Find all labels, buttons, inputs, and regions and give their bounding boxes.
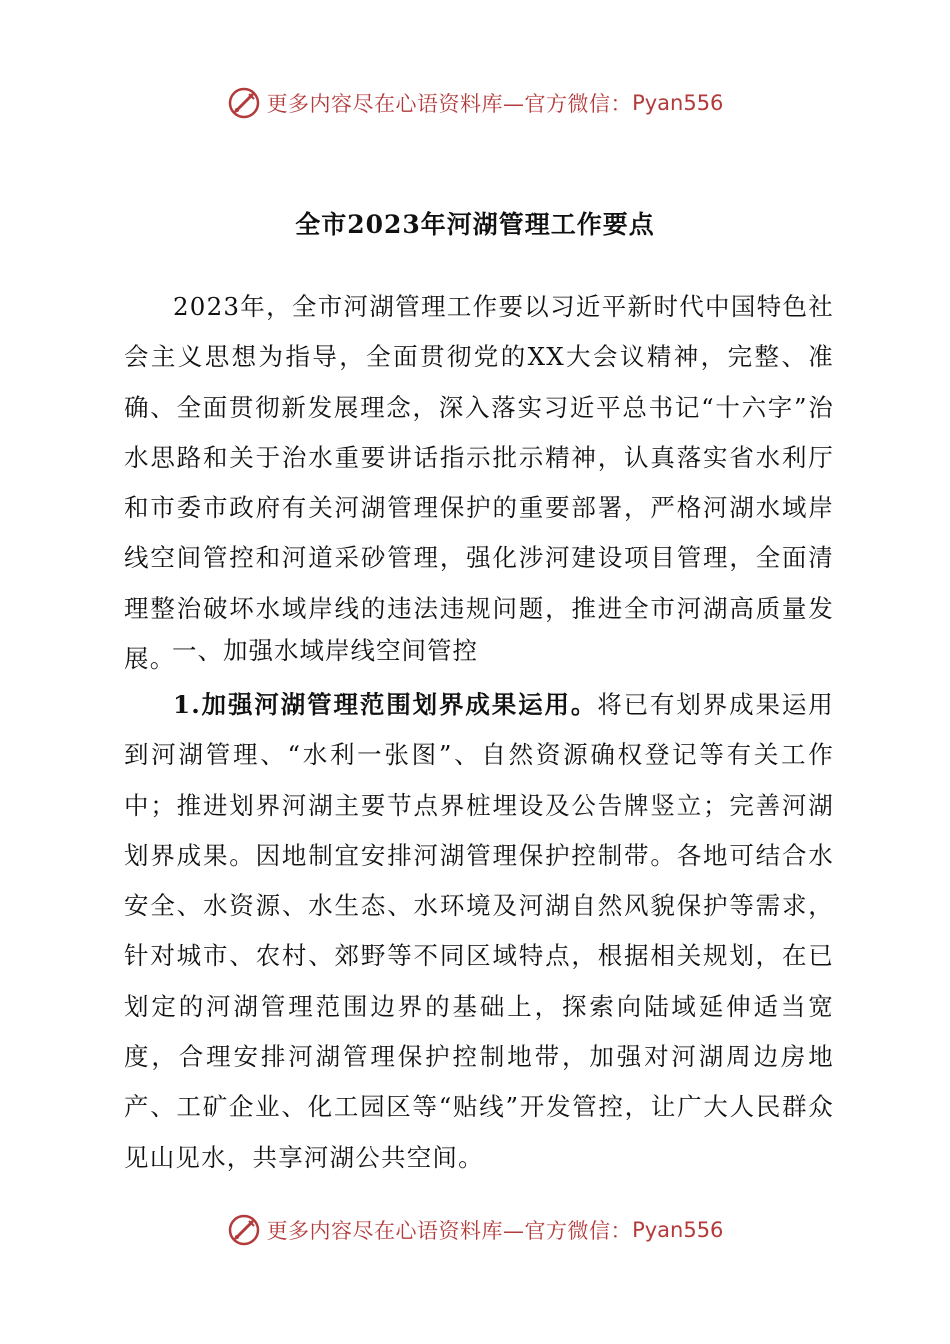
watermark-bottom xyxy=(0,1205,950,1255)
pen-logo-icon xyxy=(227,1213,261,1247)
watermark-text: 更多内容尽在心语资料库—官方微信： xyxy=(266,92,633,116)
item-paragraph xyxy=(124,680,834,1183)
section-heading: 一、加强水域岸线空间管控 xyxy=(172,636,478,665)
watermark-wechat-id: Pyan556 xyxy=(632,1218,724,1242)
item-body: 将已有划界成果运用到河湖管理、“水利一张图”、自然资源确权登记等有关工作中；推进划界河湖主要节点界桩埋设及公告牌竖立；完善河湖划界成果。因地制宜安排河湖管理保护控制带。各地可结合水安全、水资源、水生态、水环境及河湖自然风貌保护等需求，针对城市、农村、郊野等不同区域特点，根据相关规划，在已划定的河湖管理范围边界的基础上，探索向陆域延伸适当宽度，合理安排河湖管理保护控制地带，加强对河湖周边房地产、工矿企业、化工园区等“贴线”开发管控，让广大人民群众见山见水，共享河湖公共空间。 xyxy=(124,690,834,1172)
item-lead: 1.加强河湖管理范围划界成果运用。 xyxy=(173,690,598,719)
intro-paragraph: 2023年，全市河湖管理工作要以习近平新时代中国特色社会主义思想为指导，全面贯彻党的XX大会议精神，完整、准确、全面贯彻新发展理念，深入落实习近平总书记“十六字”治水思路和关于治水重要讲话指示批示精神，认真落实省水利厅和市委市政府有关河湖管理保护的重要部署，严格河湖水域岸线空间管控和河道采砂管理，强化涉河建设项目管理，全面清理整治破坏水域岸线的违法违规问题，推进全市河湖高质量发展。 xyxy=(124,292,834,674)
pen-logo-icon xyxy=(227,86,261,120)
document-title: 全市2023年河湖管理工作要点 xyxy=(295,210,655,239)
watermark-wechat-id: Pyan556 xyxy=(632,91,724,115)
watermark-text: 更多内容尽在心语资料库—官方微信： xyxy=(266,1219,633,1243)
watermark-top xyxy=(0,78,950,128)
